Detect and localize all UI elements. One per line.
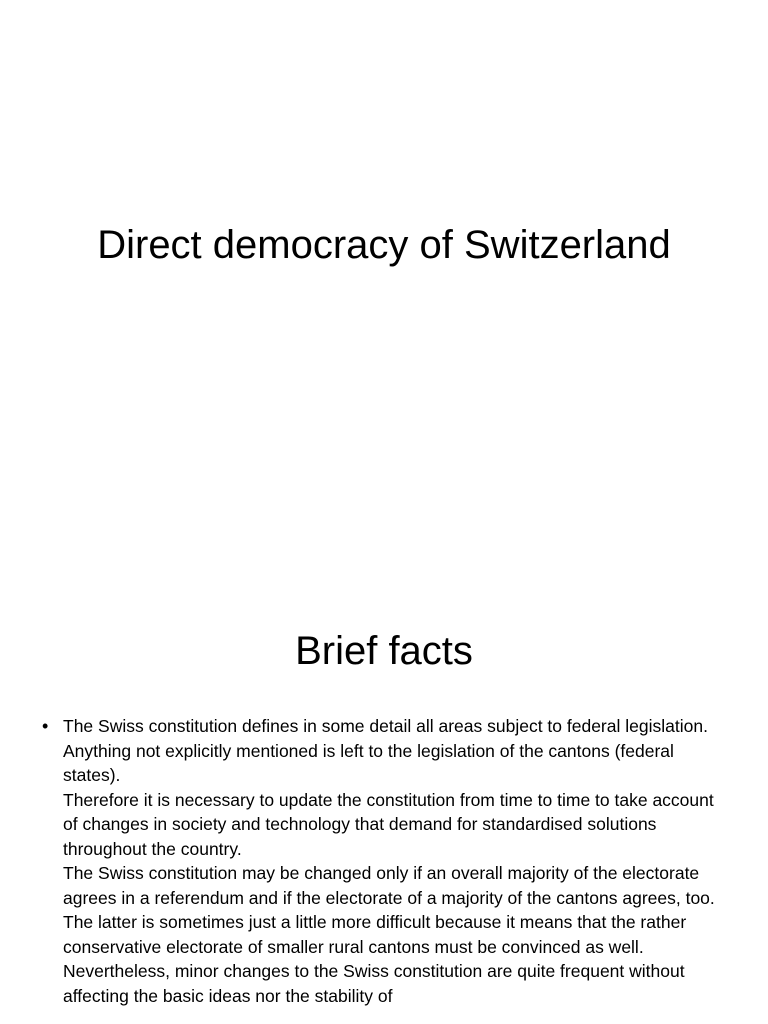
paragraph-minor-changes: Nevertheless, minor changes to the Swiss constitution are quite frequent without affecting the basic ideas nor the stability of	[63, 961, 685, 1006]
paragraph-federal-legislation: The Swiss constitution defines in some detail all areas subject to federal legislation. Anything not explicitly mentioned is left to the legislation of the cantons (federal states).	[63, 716, 708, 785]
bullet-item	[40, 714, 730, 1008]
paragraph-update-constitution: Therefore it is necessary to update the constitution from time to time to take account of changes in society and technology that demand for standardised solutions throughout the country.	[63, 789, 714, 859]
slide-title-heading: Direct democracy of Switzerland	[97, 223, 671, 267]
bullet-icon: •	[42, 716, 49, 736]
brief-facts-heading: Brief facts	[295, 629, 473, 673]
bullet-list	[40, 714, 730, 1008]
paragraph-referendum-majority: The Swiss constitution may be changed only if an overall majority of the electorate agrees in a referendum and if the electorate of a majority of the cantons agrees, too. The latter is sometimes just a little more difficult because it means that the rather conservative electorate of smaller rural cantons must be convinced as well.	[63, 863, 715, 957]
slide-brief-facts	[0, 576, 768, 1024]
